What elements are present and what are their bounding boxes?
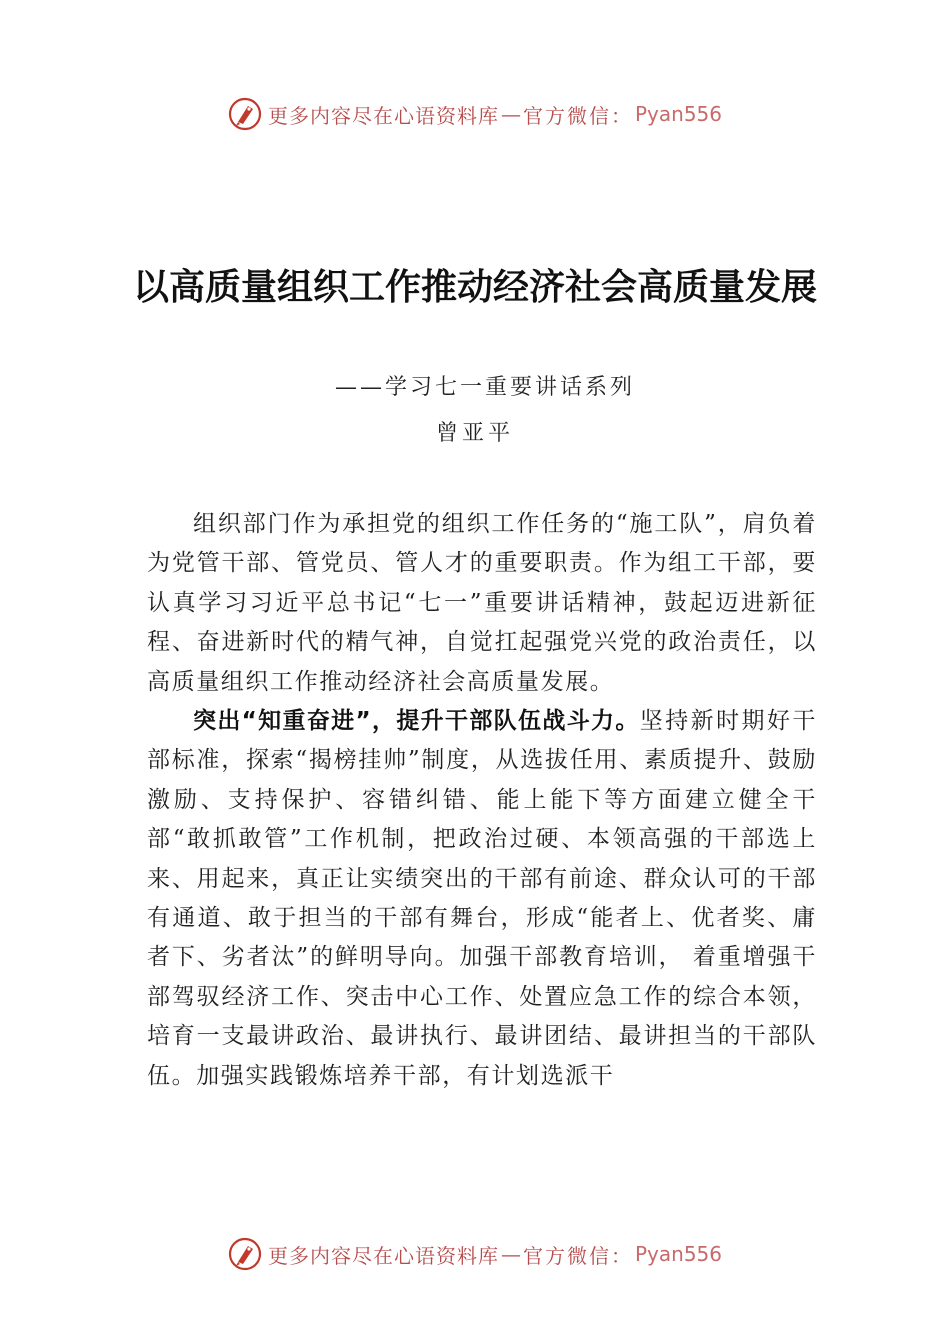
footer-watermark-banner bbox=[0, 1229, 950, 1279]
document-body bbox=[147, 505, 817, 1096]
header-watermark-banner bbox=[0, 89, 950, 139]
banner-wechat-label: 官方微信： bbox=[522, 103, 633, 128]
banner-wechat-id: Pyan556 bbox=[634, 1242, 722, 1266]
section-heading: 突出“知重奋进”，提升干部队伍战斗力。 bbox=[193, 708, 640, 735]
pen-nib-logo-icon bbox=[228, 97, 262, 131]
document-subtitle: ——学习七一重要讲话系列 bbox=[334, 375, 635, 400]
document-title: 以高质量组织工作推动经济社会高质量发展 bbox=[132, 267, 817, 308]
paragraph-intro: 组织部门作为承担党的组织工作任务的“施工队”，肩负着为党管干部、管党员、管人才的重要职责。作为组工干部，要认真学习习近平总书记“七一”重要讲话精神，鼓起迈进新征程、奋进新时代的精气神，自觉扛起强党兴党的政治责任，以高质量组织工作推动经济社会高质量发展。 bbox=[147, 511, 817, 695]
section-text: 坚持新时期好干部标准，探索“揭榜挂帅”制度，从选拔任用、素质提升、鼓励激励、支持保护、容错纠错、能上能下等方面建立健全干部“敢抓敢管”工作机制，把政治过硬、本领高强的干部选上来、用起来，真正让实绩突出的干部有前途、群众认可的干部有通道、敢于担当的干部有舞台，形成“能者上、优者奖、庸者下、劣者汰”的鲜明导向。加强干部教育培训， 着重增强干部驾驭经济工作、突击中心工作、处置应急工作的综合本领，培育一支最讲政治、最讲执行、最讲团结、最讲担当的干部队伍。加强实践锻炼培养干部，有计划选派干 bbox=[147, 708, 818, 1089]
banner-separator: — bbox=[500, 102, 521, 126]
banner-text: 更多内容尽在心语资料库 bbox=[267, 103, 499, 128]
pen-nib-logo-icon bbox=[228, 1237, 262, 1271]
banner-wechat-id: Pyan556 bbox=[634, 102, 722, 126]
paragraph-section-1 bbox=[147, 702, 817, 1096]
banner-wechat-label: 官方微信： bbox=[522, 1243, 633, 1268]
banner-separator: — bbox=[500, 1242, 521, 1266]
document-author: 曾亚平 bbox=[435, 421, 514, 446]
banner-text: 更多内容尽在心语资料库 bbox=[267, 1243, 499, 1268]
